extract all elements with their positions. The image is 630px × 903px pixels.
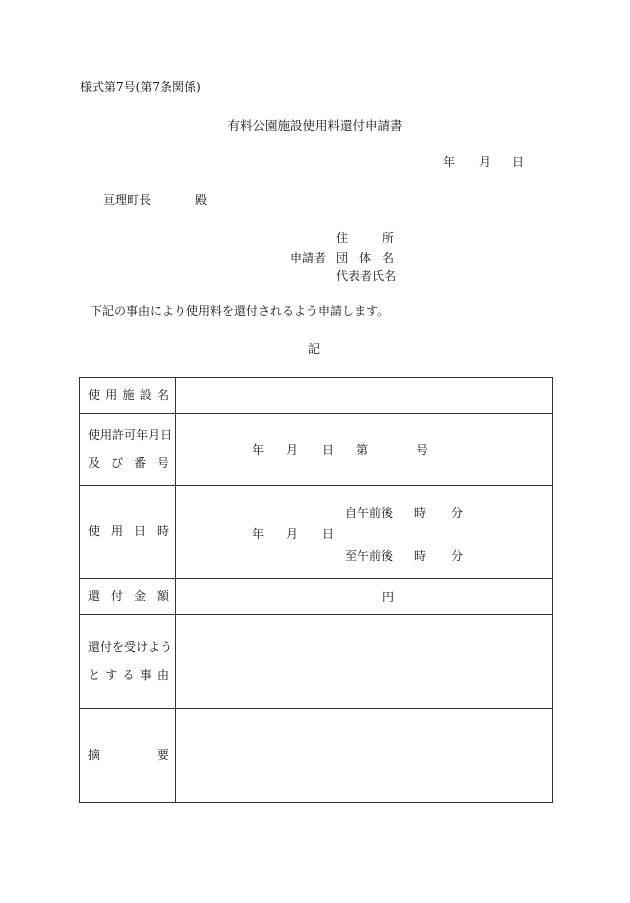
date-month-label: 月: [479, 155, 492, 169]
permit-label: 使 用 許 可 年 月 日 及 び 番 号: [88, 427, 173, 470]
ki-heading: 記: [308, 342, 321, 356]
address-field-label: 住 所: [336, 231, 394, 245]
row-facility: [80, 378, 553, 414]
row-reason: [80, 615, 553, 709]
usage-to-hour-label: 時: [414, 549, 427, 563]
facility-label: 使 用 施 設 名: [88, 387, 169, 402]
form-number: 様式第7号(第7条関係): [80, 80, 201, 94]
usage-day-label: 日: [322, 527, 335, 541]
row-permit: [80, 414, 553, 486]
permit-month-label: 月: [286, 443, 299, 457]
reason-label: 還 付 を 受 け よ う と す る 事 由: [88, 639, 173, 682]
reason-label-cell: [80, 615, 176, 709]
application-table: [79, 377, 553, 803]
representative-name-label: 代 表 者 氏 名: [336, 269, 397, 283]
row-usage-datetime: [80, 486, 553, 579]
facility-label-cell: [80, 378, 176, 414]
intro-text: 下記の事由により使用料を還付されるよう申請します。: [90, 304, 390, 318]
summary-label: 摘 要: [88, 747, 169, 762]
permit-dai-label: 第: [356, 443, 369, 457]
reason-value-cell[interactable]: [176, 615, 553, 709]
usage-from-minute-label: 分: [451, 506, 464, 520]
refund-amount-unit: 円: [382, 590, 395, 604]
permit-go-label: 号: [416, 443, 429, 457]
summary-label-cell: [80, 709, 176, 803]
applicant-label: 申請者: [290, 251, 327, 265]
usage-from-label: 自午前後: [345, 506, 394, 520]
usage-to-minute-label: 分: [451, 549, 464, 563]
organization-name-label: 団 体 名: [336, 251, 394, 265]
permit-year-label: 年: [252, 443, 265, 457]
permit-value-cell[interactable]: [176, 414, 553, 486]
refund-amount-label: 還 付 金 額: [88, 588, 169, 603]
facility-value-cell[interactable]: [176, 378, 553, 414]
usage-datetime-label: 使 用 日 時: [88, 524, 169, 539]
usage-datetime-label-cell: [80, 486, 176, 579]
addressee: 亘理町長: [103, 193, 152, 207]
honorific: 殿: [195, 193, 208, 207]
usage-from-hour-label: 時: [414, 506, 427, 520]
date-day-label: 日: [512, 155, 525, 169]
document-title: 有料公園施設使用料還付申請書: [227, 118, 403, 133]
summary-value-cell[interactable]: [176, 709, 553, 803]
date-year-label: 年: [443, 155, 456, 169]
usage-datetime-value-cell[interactable]: [176, 486, 553, 579]
refund-amount-label-cell: [80, 579, 176, 615]
usage-year-label: 年: [252, 527, 265, 541]
permit-label-cell: [80, 414, 176, 486]
usage-to-label: 至午前後: [345, 549, 394, 563]
row-summary: [80, 709, 553, 803]
permit-day-label: 日: [322, 443, 335, 457]
row-refund-amount: [80, 579, 553, 615]
usage-month-label: 月: [286, 527, 299, 541]
refund-amount-value-cell[interactable]: [176, 579, 553, 615]
